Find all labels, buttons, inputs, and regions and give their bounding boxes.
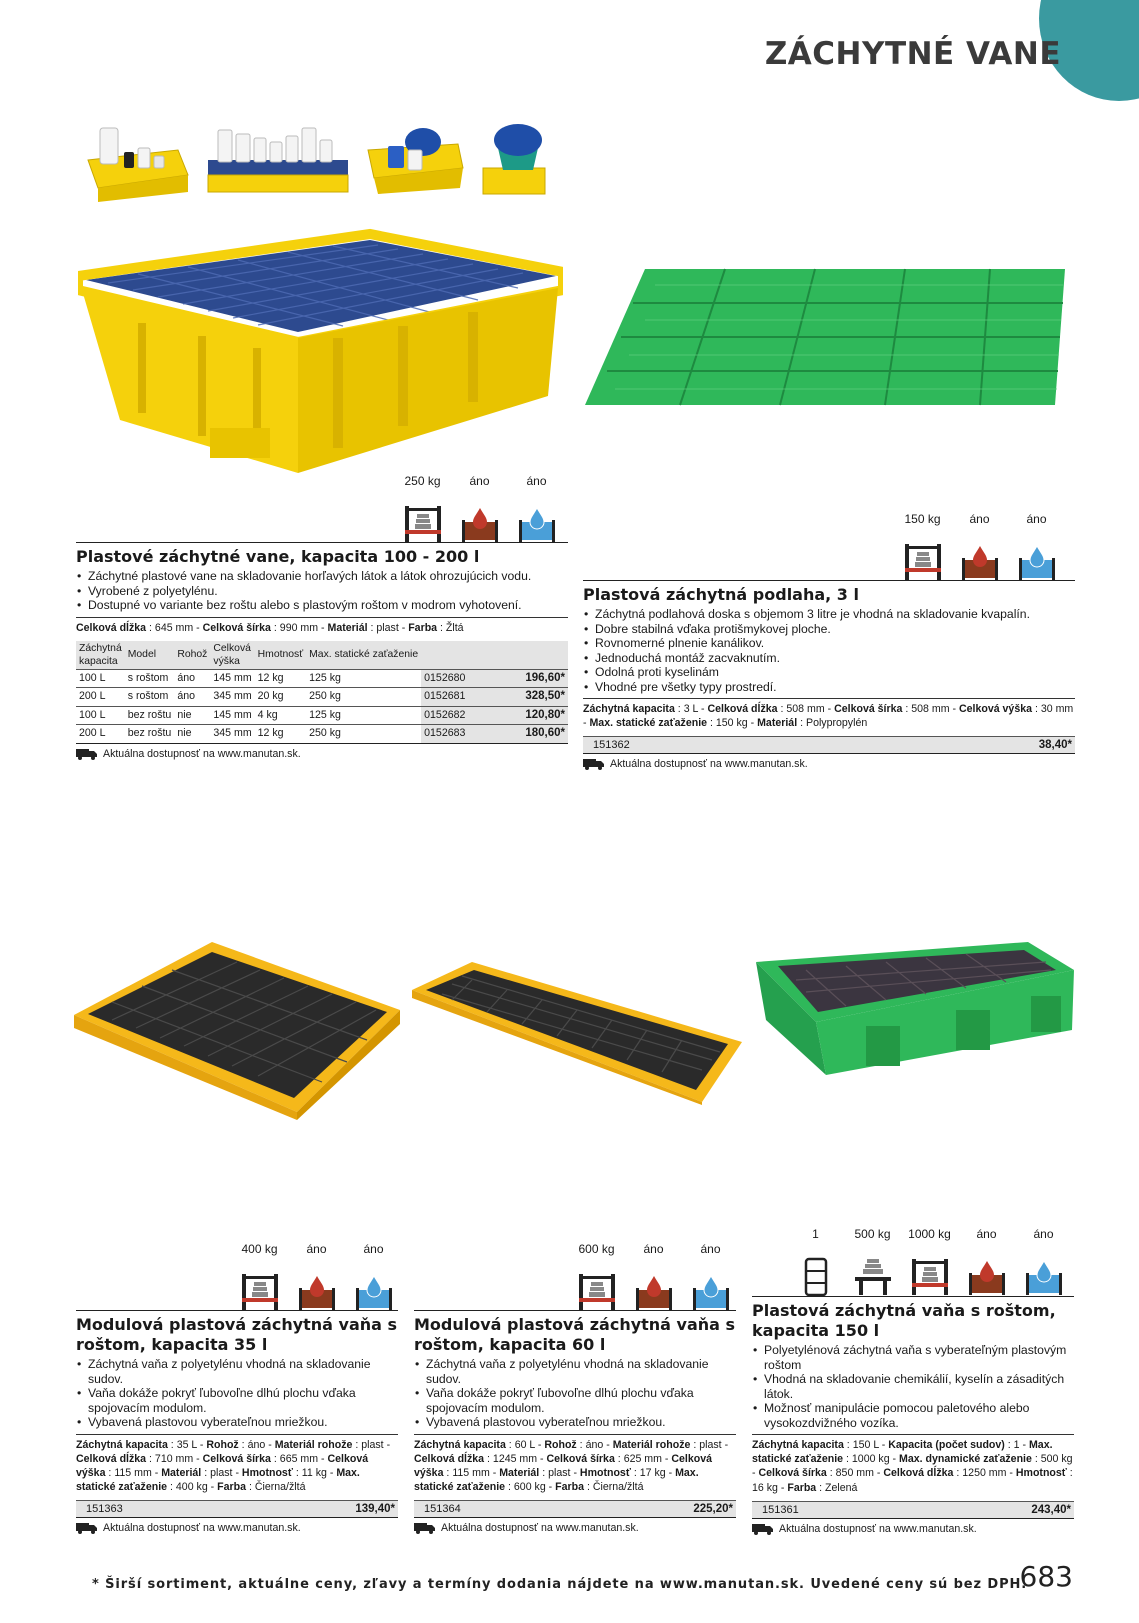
bullet: • Záchytná podlahová doska s objemom 3 litre je vhodná na skladovanie kvapalín.	[583, 607, 1075, 622]
truck-icon	[76, 748, 98, 760]
price: 225,20*	[693, 1503, 733, 1516]
water-drop-icon	[1024, 1257, 1064, 1297]
bullet: • Záchytná vaňa z polyetylénu vhodná na skladovanie sudov.	[76, 1357, 398, 1386]
sku-link[interactable]: 0152681	[421, 688, 513, 707]
water-drop-icon	[691, 1272, 731, 1312]
flammable-drop-icon	[967, 1257, 1007, 1297]
badge-static-load: 600 kg	[568, 1240, 625, 1312]
sku: 151361	[762, 1503, 799, 1516]
shelf-load-icon	[240, 1272, 280, 1312]
sku: 151362	[593, 739, 630, 752]
bullet: • Vaňa dokáže pokryť ľubovoľne dlhú plochu vďaka spojovacím modulom.	[414, 1386, 736, 1415]
bullet: • Odolná proti kyselinám	[583, 665, 1075, 680]
badge-flammable: áno	[288, 1240, 345, 1312]
shelf-load-icon	[577, 1272, 617, 1312]
price: 38,40*	[1038, 739, 1072, 752]
product-2-bullets	[583, 607, 1075, 694]
price: 328,50*	[513, 688, 568, 707]
product-1-specs: Celková dĺžka : 645 mm - Celková šírka : 990 mm - Materiál : plast - Farba : Žltá	[76, 617, 568, 641]
col-header: Záchytná kapacita	[76, 641, 125, 670]
product-1-variant-table	[76, 641, 568, 744]
product-2-main-image	[585, 265, 1070, 410]
thumbnail-4-image	[483, 124, 545, 194]
water-drop-icon	[517, 504, 557, 544]
flammable-drop-icon	[460, 504, 500, 544]
bullet: • Jednoduchá montáž zacvaknutím.	[583, 651, 1075, 666]
product-4-specs: Záchytná kapacita : 60 L - Rohož : áno - Materiál rohože : plast - Celková dĺžka : 1245 mm - Celková šírka : 625 mm - Celková výška : 115 mm - Materiál : plast - Hmotnosť : 17 kg - Max. statické zaťaženie : 600 kg - Farba : Čierna/žltá	[414, 1434, 736, 1501]
price: 196,60*	[513, 669, 568, 688]
sku: 151363	[86, 1503, 123, 1516]
product-4-main-image	[412, 960, 742, 1105]
bullet: • Vhodná na skladovanie chemikálií, kyselín a zásaditých látok.	[752, 1372, 1074, 1401]
table-row: 100 L bez roštu nie 145 mm 4 kg 125 kg 0152682 120,80*	[76, 706, 568, 725]
col-header: Max. statické zaťaženie	[306, 641, 421, 670]
product-5-bullets	[752, 1343, 1074, 1430]
bullet: • Možnosť manipulácie pomocou paletového alebo vysokozdvižného vozíka.	[752, 1401, 1074, 1430]
price: 180,60*	[513, 725, 568, 744]
page-number: 683	[1019, 1560, 1073, 1593]
product-5-title: Plastová záchytná vaňa s roštom, kapacita 150 l	[752, 1301, 1056, 1340]
product-3-badges	[231, 1240, 402, 1312]
badge-water: áno	[1015, 1225, 1072, 1297]
truck-icon	[583, 758, 605, 770]
product-2-title: Plastová záchytná podlaha, 3 l	[583, 585, 859, 604]
flammable-drop-icon	[960, 542, 1000, 582]
product-2-order-row[interactable]	[583, 736, 1075, 754]
product-5-block	[752, 1296, 1074, 1536]
badge-static-load: 1000 kg	[901, 1225, 958, 1297]
bullet: • Vyrobené z polyetylénu.	[76, 584, 568, 599]
product-1-block	[76, 542, 568, 761]
shelf-load-icon	[903, 542, 943, 582]
badge-dynamic-load: 500 kg	[844, 1225, 901, 1297]
badge-water: áno	[1008, 510, 1065, 582]
bullet: • Vybavená plastovou vyberateľnou mriežkou.	[76, 1415, 398, 1430]
product-4-title: Modulová plastová záchytná vaňa s roštom, kapacita 60 l	[414, 1315, 736, 1354]
badge-water: áno	[682, 1240, 739, 1312]
truck-icon	[752, 1523, 774, 1535]
badge-static-load: 150 kg	[894, 510, 951, 582]
table-header-row	[76, 641, 568, 670]
water-drop-icon	[354, 1272, 394, 1312]
col-header: Model	[125, 641, 175, 670]
bullet: • Záchytná vaňa z polyetylénu vhodná na skladovanie sudov.	[414, 1357, 736, 1386]
product-4-bullets	[414, 1357, 736, 1430]
product-3-main-image	[72, 940, 402, 1120]
product-3-specs: Záchytná kapacita : 35 L - Rohož : áno - Materiál rohože : plast - Celková dĺžka : 710 mm - Celková šírka : 665 mm - Celková výška : 115 mm - Materiál : plast - Hmotnosť : 11 kg - Max. statické zaťaženie : 400 kg - Farba : Čierna/žltá	[76, 1434, 398, 1501]
shelf-load-icon	[403, 504, 443, 544]
footer-note: * Širší sortiment, aktuálne ceny, zľavy a termíny dodania nájdete na www.manutan.sk. Uvedené ceny sú bez DPH.	[92, 1577, 1028, 1592]
product-2-badges	[894, 510, 1065, 582]
product-2-specs: Záchytná kapacita : 3 L - Celková dĺžka : 508 mm - Celková šírka : 508 mm - Celková výška : 30 mm - Max. statické zaťaženie : 150 kg - Materiál : Polypropylén	[583, 698, 1075, 736]
table-row: 100 L s roštom áno 145 mm 12 kg 125 kg 0152680 196,60*	[76, 669, 568, 688]
product-1-badges	[394, 472, 565, 544]
price: 120,80*	[513, 706, 568, 725]
shelf-load-icon	[910, 1257, 950, 1297]
product-1-title: Plastové záchytné vane, kapacita 100 - 200 l	[76, 547, 480, 566]
thumbnail-3-image	[368, 128, 463, 194]
availability-link[interactable]: Aktuálna dostupnosť na www.manutan.sk.	[76, 1521, 398, 1535]
col-header: Hmotnosť	[255, 641, 306, 670]
availability-link[interactable]: Aktuálna dostupnosť na www.manutan.sk.	[752, 1522, 1074, 1536]
product-3-bullets	[76, 1357, 398, 1430]
truck-icon	[414, 1522, 436, 1534]
product-5-badges	[787, 1225, 1072, 1297]
badge-static-load: 250 kg	[394, 472, 451, 544]
badge-drum-count: 1	[787, 1225, 844, 1297]
sku-link[interactable]: 0152683	[421, 725, 513, 744]
badge-flammable: áno	[625, 1240, 682, 1312]
bullet: • Vaňa dokáže pokryť ľubovoľne dlhú plochu vďaka spojovacím modulom.	[76, 1386, 398, 1415]
availability-link[interactable]: Aktuálna dostupnosť na www.manutan.sk.	[414, 1521, 736, 1535]
bullet: • Dostupné vo variante bez roštu alebo s plastovým roštom v modrom vyhotovení.	[76, 598, 568, 613]
bullet: • Polyetylénová záchytná vaňa s vyberateľným plastovým roštom	[752, 1343, 1074, 1372]
dynamic-load-icon	[853, 1257, 893, 1297]
product-1-thumbnails	[78, 120, 558, 205]
product-5-order-row[interactable]	[752, 1501, 1074, 1519]
bullet: • Vhodné pre všetky typy prostredí.	[583, 680, 1075, 695]
availability-link[interactable]: Aktuálna dostupnosť na www.manutan.sk.	[583, 757, 1075, 771]
badge-flammable: áno	[951, 510, 1008, 582]
table-row: 200 L s roštom áno 345 mm 20 kg 250 kg 0152681 328,50*	[76, 688, 568, 707]
flammable-drop-icon	[297, 1272, 337, 1312]
product-5-main-image	[756, 940, 1076, 1080]
table-row: 200 L bez roštu nie 345 mm 12 kg 250 kg 0152683 180,60*	[76, 725, 568, 744]
product-3-order-row[interactable]	[76, 1500, 398, 1518]
product-4-badges	[568, 1240, 739, 1312]
col-header: Rohož	[174, 641, 210, 670]
flammable-drop-icon	[634, 1272, 674, 1312]
badge-flammable: áno	[958, 1225, 1015, 1297]
product-4-order-row[interactable]	[414, 1500, 736, 1518]
product-3-title: Modulová plastová záchytná vaňa s roštom, kapacita 35 l	[76, 1315, 398, 1354]
price: 243,40*	[1031, 1503, 1071, 1516]
thumbnail-2-image	[208, 128, 348, 192]
product-1-bullets	[76, 569, 568, 613]
bullet: • Záchytné plastové vane na skladovanie horľavých látok a látok ohrozujúcich vodu.	[76, 569, 568, 584]
sku-link[interactable]: 0152682	[421, 706, 513, 725]
product-4-block	[414, 1310, 736, 1535]
thumbnail-1-image	[88, 128, 188, 202]
sku-link[interactable]: 0152680	[421, 669, 513, 688]
drum-count-icon	[796, 1257, 836, 1297]
truck-icon	[76, 1522, 98, 1534]
bullet: • Rovnomerné plnenie kanálikov.	[583, 636, 1075, 651]
badge-water: áno	[508, 472, 565, 544]
price: 139,40*	[355, 1503, 395, 1516]
badge-flammable: áno	[451, 472, 508, 544]
col-header: Celková výška	[210, 641, 254, 670]
product-1-main-image	[78, 228, 563, 483]
product-5-specs: Záchytná kapacita : 150 L - Kapacita (počet sudov) : 1 - Max. statické zaťaženie : 1000 kg - Max. dynamické zaťaženie : 500 kg - Celková šírka : 850 mm - Celková dĺžka : 1250 mm - Hmotnosť : 16 kg - Farba : Zelená	[752, 1434, 1074, 1501]
availability-link[interactable]: Aktuálna dostupnosť na www.manutan.sk.	[76, 747, 568, 761]
water-drop-icon	[1017, 542, 1057, 582]
badge-water: áno	[345, 1240, 402, 1312]
badge-static-load: 400 kg	[231, 1240, 288, 1312]
product-3-block	[76, 1310, 398, 1535]
bullet: • Vybavená plastovou vyberateľnou mriežkou.	[414, 1415, 736, 1430]
page-title: ZÁCHYTNÉ VANE	[764, 36, 1061, 72]
sku: 151364	[424, 1503, 461, 1516]
product-2-block	[583, 580, 1075, 771]
bullet: • Dobre stabilná vďaka protišmykovej ploche.	[583, 622, 1075, 637]
